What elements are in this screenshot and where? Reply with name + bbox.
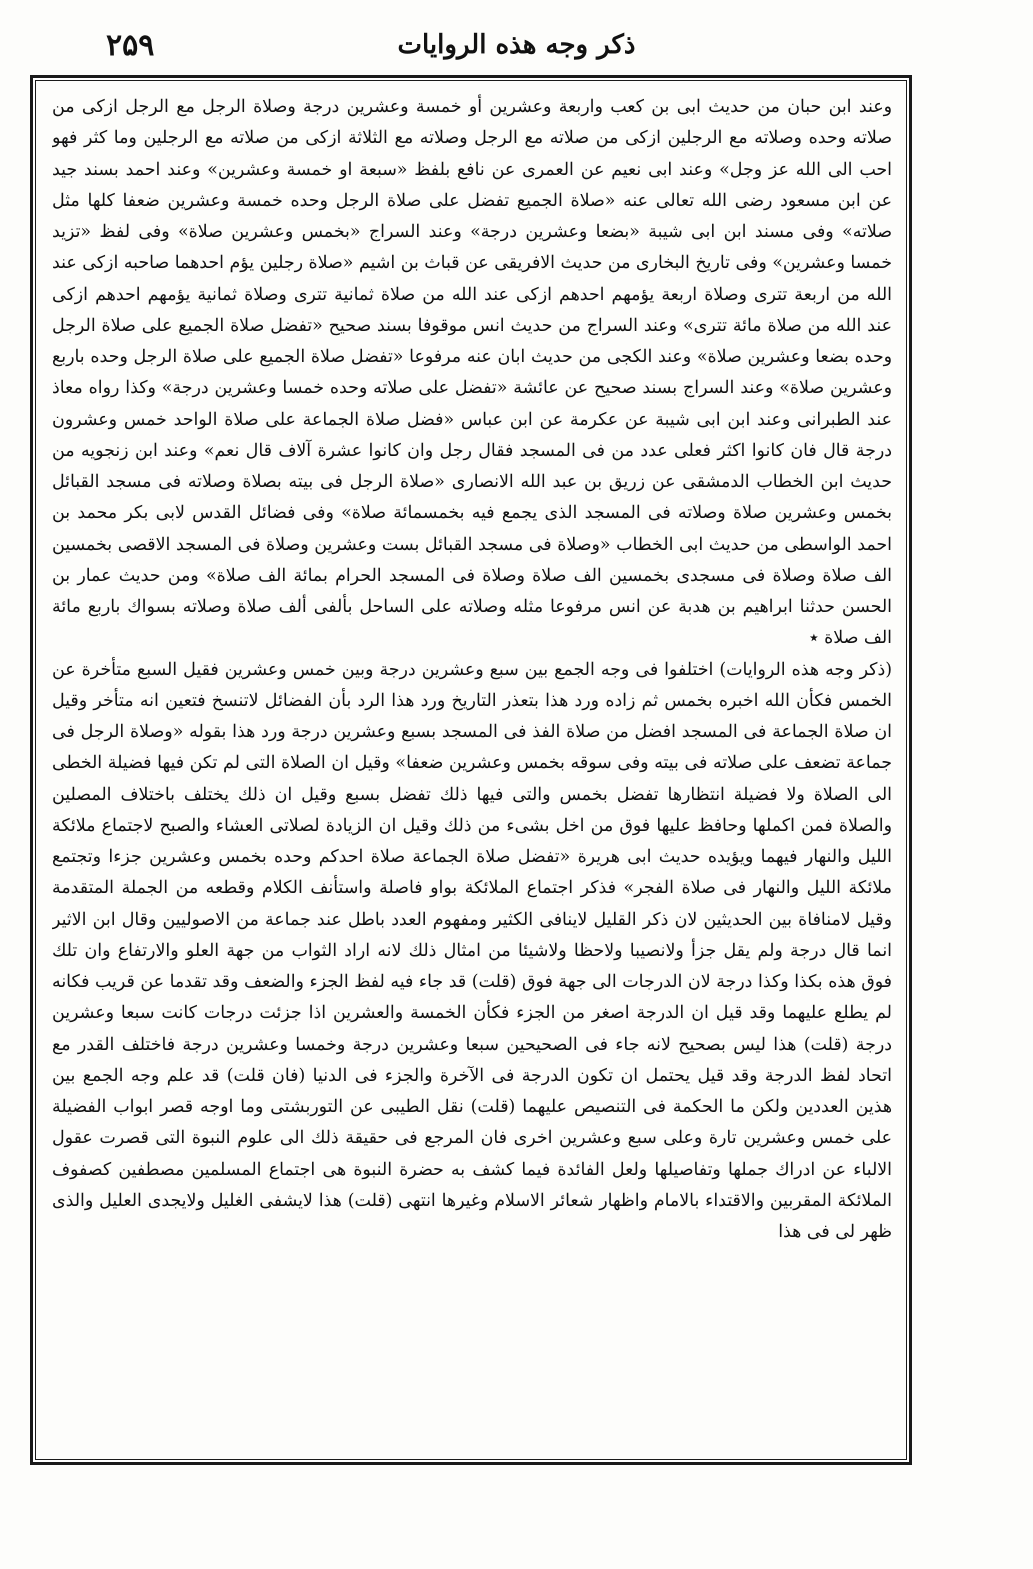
paragraph-hadith-narrations: وعند ابن حبان من حديث ابى بن كعب واربعة وعشرين أو خمسة وعشرين درجة وصلاة الرجل مع الرجل ازكى من صلاته وحده وصلاته مع الرجلين ازكى من صلاته مع الرجل وصلاته مع الثلاثة ازكى من صلاته مع الرجلين وما كثر فهو احب الى الله عز وجل» وعند ابى نعيم عن العمرى عن نافع بلفظ «سبعة او خمسة وعشرين» وعند احمد بسند جيد عن ابن مسعود رضى الله تعالى عنه «صلاة الجميع تفضل على صلاة الرجل وحده خمسة وعشرين ضعفا كلها مثل صلاته» وفى مسند ابن ابى شيبة «بضعا وعشرين درجة» وعند السراج «بخمس وعشرين صلاة» وفى لفظ «تزيد خمسا وعشرين» وفى تاريخ البخارى من حديث الافريقى عن قباث بن اشيم «صلاة رجلين يؤم احدهما صاحبه ازكى عند الله من اربعة تترى وصلاة اربعة يؤمهم احدهم ازكى عند الله من صلاة ثمانية تترى وصلاة ثمانية يؤمهم احدهم ازكى عند الله من صلاة مائة تترى» وعند السراج من حديث انس موقوفا بسند صحيح «تفضل صلاة الجميع على صلاة الرجل وحده بضعا وعشرين صلاة» وعند الكجى من حديث ابان عنه مرفوعا «تفضل صلاة الجميع على صلاة الرجل وحده باربع وعشرين صلاة» وعند السراج بسند صحيح عن عائشة «تفضل على صلاته وحده خمسا وعشرين درجة» وكذا رواه معاذ عند الطبرانى وعند ابن ابى شيبة عن عكرمة عن ابن عباس «فضل صلاة الجماعة على صلاة الواحد خمس وعشرون درجة قال فان كانوا اكثر فعلى عدد من فى المسجد فقال رجل وان كانوا عشرة آلاف قال نعم» وعند ابن زنجويه من حديث ابن الخطاب الدمشقى عن زريق بن عبد الله الانصارى «صلاة الرجل فى بيته بصلاة وصلاته فى مسجد القبائل بخمس وعشرين صلاة وصلاته فى المسجد الذى يجمع فيه بخمسمائة صلاة» وفى فضائل القدس لابى بكر محمد بن احمد الواسطى من حديث ابى الخطاب «وصلاة فى مسجد القبائل بست وعشرين وصلاة فى المسجد الاقصى بخمسين الف صلاة وصلاة فى مسجدى بخمسين الف صلاة وصلاة فى المسجد الحرام بمائة الف صلاة» ومن حديث عمار بن الحسن حدثنا ابراهيم بن هدبة عن انس مرفوعا مثله وصلاته على الساحل بألفى ألف صلاة وصلاته بسواك باربع مائة الف صلاة ٭ [52,97,892,649]
paragraph-reconciliation-of-narrations: (ذكر وجه هذه الروايات) اختلفوا فى وجه الجمع بين سبع وعشرين درجة وبين خمس وعشرين فقيل السبع متأخرة عن الخمس فكأن الله اخبره بخمس ثم زاده ورد هذا بتعذر التاريخ ورد هذا الرد بأن الفضائل لاتنسخ فتعين انه متأخر وقيل ان صلاة الجماعة فى المسجد افضل من صلاة الفذ فى المسجد بسبع وعشرين درجة ورد هذا بقوله «وصلاة الرجل فى جماعة تضعف على صلاته فى بيته وفى سوقه بخمس وعشرين ضعفا» وقيل ان الصلاة التى لم تكن فيها فضيلة الخطى الى الصلاة ولا فضيلة انتظارها تفضل بخمس والتى فيها ذلك تفضل بسبع وقيل ان ذلك يختلف باختلاف المصلين والصلاة فمن اكملها وحافظ عليها فوق من اخل بشىء من ذلك وقيل ان الزيادة لصلاتى العشاء والصبح لاجتماع ملائكة الليل والنهار فيهما ويؤيده حديث ابى هريرة «تفضل صلاة الجماعة صلاة احدكم وحده بخمس وعشرين جزءا وتجتمع ملائكة الليل والنهار فى صلاة الفجر» فذكر اجتماع الملائكة بواو فاصلة واستأنف الكلام وقطعه من الجملة المتقدمة وقيل لامنافاة بين الحديثين لان ذكر القليل لاينافى الكثير ومفهوم العدد باطل عند جماعة من الاصوليين وقال ابن الاثير انما قال درجة ولم يقل جزأ ولانصيبا ولاحظا ولاشيئا من امثال ذلك لانه اراد الثواب من جهة العلو والارتفاع وان تلك فوق هذه بكذا وكذا درجة لان الدرجات الى جهة فوق (قلت) قد جاء فيه لفظ الجزء والضعف وقد تقدما عن قريب فكانه لم يطلع عليهما وقد قيل ان الدرجة اصغر من الجزء فكأن الخمسة والعشرين اذا جزئت درجات كانت سبعا وعشرين درجة (قلت) هذا ليس بصحيح لانه جاء فى الصحيحين سبعا وعشرين درجة وخمسا وعشرين درجة فاختلف القدر مع اتحاد لفظ الدرجة وقد قيل يحتمل ان تكون الدرجة فى الآخرة والجزء فى الدنيا (فان قلت) قد علم وجه الجمع بين هذين العددين ولكن ما الحكمة فى التنصيص عليهما (قلت) نقل الطيبى عن التوربشتى وما اوجه قصر ابواب الفضيلة على خمس وعشرين تارة وعلى سبع وعشرين اخرى فان المرجع فى حقيقة ذلك الى علوم النبوة التى قصرت عقول الالباء عن ادراك جملها وتفاصيلها ولعل الفائدة فيما كشف به حضرة النبوة هى اجتماع المسلمين مصطفين كصفوف الملائكة المقربين والاقتداء بالامام واظهار شعائر الاسلام وغيرها انتهى (قلت) هذا لايشفى الغليل ولايجدى العليل والذى ظهر لى فى هذا [52,659,892,1242]
page-header [24,22,1009,72]
main-text-block [52,92,892,1447]
page-number: ۲۵۹ [106,28,155,63]
running-title: ذکر وجه هذه الروايات [397,30,636,60]
